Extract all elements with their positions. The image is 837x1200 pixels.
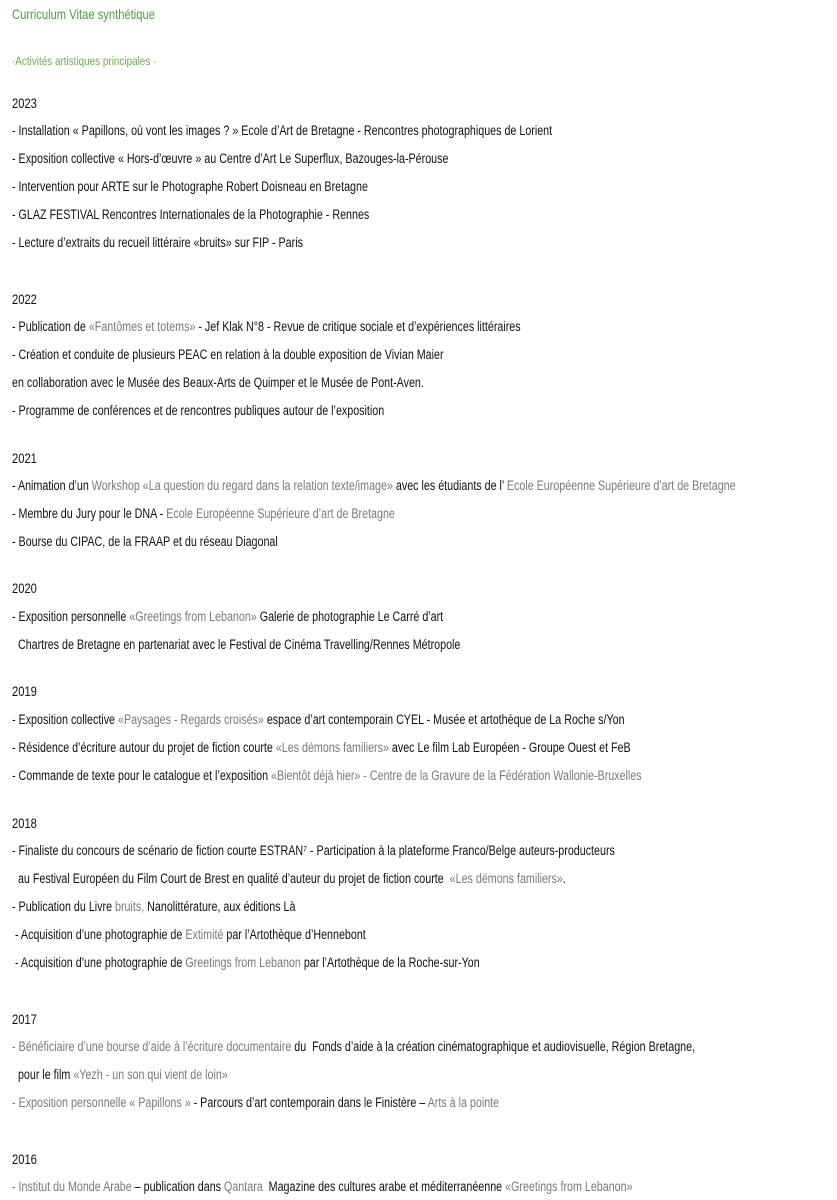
entry-2019-commande: - Commande de texte pour le catalogue et l’exposition «Bientôt déjà hier» - Centre de la Gravure de la Fédération Wallonie-Bruxelles	[12, 768, 642, 783]
year-heading-2021: 2021	[12, 450, 37, 466]
link-exposition-papillons[interactable]: - Exposition personnelle « Papillons »	[12, 1095, 191, 1110]
year-heading-2019: 2019	[12, 683, 37, 699]
entry-2018-extimite: - Acquisition d’une photographie de Extimité par l’Artothèque d’Hennebont	[12, 927, 366, 942]
entry-2023-arte: - Intervention pour ARTE sur le Photographe Robert Doisneau en Bretagne	[12, 179, 368, 194]
entry-2021-workshop: - Animation d’un Workshop «La question du regard dans la relation texte/image» avec les étudiants de l’ Ecole Européenne Supérieure d’art de Bretagne	[12, 478, 736, 493]
page-title: Curriculum Vitae synthétique	[12, 6, 155, 22]
entry-2023-installation: - Installation « Papillons, où vont les images ? » Ecole d’Art de Bretagne - Rencontres photographiques de Lorient	[12, 123, 553, 138]
year-heading-2017: 2017	[12, 1011, 37, 1027]
link-greetings-from-lebanon[interactable]: «Greetings from Lebanon»	[129, 609, 257, 624]
entry-2019-exposition: - Exposition collective «Paysages - Regards croisés» espace d’art contemporain CYEL - Musée et artothèque de La Roche s/Yon	[12, 712, 625, 727]
year-heading-2020: 2020	[12, 580, 37, 596]
entry-2022-peac: - Création et conduite de plusieurs PEAC en relation à la double exposition de Vivian Maier	[12, 347, 444, 362]
link-les-demons-familiers[interactable]: «Les démons familiers»	[275, 740, 389, 755]
link-yezh[interactable]: «Yezh - un son qui vient de loin»	[73, 1067, 228, 1082]
entry-2023-glaz: - GLAZ FESTIVAL Rencontres Internationales de la Photographie - Rennes	[12, 207, 370, 222]
entry-2017-exposition: - Exposition personnelle « Papillons » - Parcours d’art contemporain dans le Finistère – Arts à la pointe	[12, 1095, 500, 1110]
link-greetings-from-lebanon-2018[interactable]: Greetings from Lebanon	[185, 955, 301, 970]
link-extimite[interactable]: Extimité	[185, 927, 224, 942]
entry-2022-programme: - Programme de conférences et de rencontres publiques autour de l’exposition	[12, 403, 385, 418]
link-eesab[interactable]: Ecole Européenne Supérieure d’art de Bretagne	[506, 478, 736, 493]
entry-2018-festival: au Festival Européen du Film Court de Brest en qualité d’auteur du projet de fiction courte «Les démons familiers».	[12, 871, 566, 886]
year-heading-2016: 2016	[12, 1151, 37, 1167]
link-bruits[interactable]: bruits,	[115, 899, 145, 914]
link-qantara[interactable]: Qantara	[224, 1179, 263, 1194]
entry-2018-estran: - Finaliste du concours de scénario de fiction courte ESTRAN⁷ - Participation à la plateforme Franco/Belge auteurs-producteurs	[12, 843, 615, 858]
year-heading-2022: 2022	[12, 291, 37, 307]
link-paysages-regards-croises[interactable]: «Paysages - Regards croisés»	[117, 712, 264, 727]
link-eesab-jury[interactable]: Ecole Européenne Supérieure d’art de Bretagne	[166, 506, 395, 521]
entry-2021-bourse: - Bourse du CIPAC, de la FRAAP et du réseau Diagonal	[12, 534, 278, 549]
entry-2020-exposition: - Exposition personnelle «Greetings from Lebanon» Galerie de photographie Le Carré d’art	[12, 609, 444, 624]
entry-2018-livre: - Publication du Livre bruits, Nanolittérature, aux éditions Là	[12, 899, 296, 914]
entry-2023-exposition: - Exposition collective « Hors-d’œuvre » au Centre d’Art Le Superflux, Bazouges-la-Pérouse	[12, 151, 449, 166]
link-workshop[interactable]: Workshop «La question du regard dans la relation texte/image»	[91, 478, 393, 493]
entry-2020-exposition-cont: Chartres de Bretagne en partenariat avec le Festival de Cinéma Travelling/Rennes Métropole	[12, 637, 461, 652]
section-subtitle: ·Activités artistiques principales ·	[12, 54, 157, 68]
link-les-demons-familiers-2018[interactable]: «Les démons familiers»	[449, 871, 563, 886]
link-bourse-ecriture-documentaire[interactable]: - Bénéficiaire d’une bourse d’aide à l’écriture documentaire	[12, 1039, 292, 1054]
entry-2016-ima: - Institut du Monde Arabe – publication dans Qantara Magazine des cultures arabe et méditerranéenne «Greetings from Lebanon»	[12, 1179, 633, 1194]
link-bientot-deja-hier[interactable]: «Bientôt déjà hier» - Centre de la Gravure de la Fédération Wallonie-Bruxelles	[271, 768, 642, 783]
entry-2019-residence: - Résidence d’écriture autour du projet de fiction courte «Les démons familiers» avec Le film Lab Européen - Groupe Ouest et FeB	[12, 740, 631, 755]
link-fantomes-et-totems[interactable]: «Fantômes et totems»	[88, 319, 196, 334]
link-institut-du-monde-arabe[interactable]: - Institut du Monde Arabe	[12, 1179, 132, 1194]
entry-2021-jury: - Membre du Jury pour le DNA - Ecole Européenne Supérieure d’art de Bretagne	[12, 506, 395, 521]
link-greetings-from-lebanon-2016[interactable]: «Greetings from Lebanon»	[505, 1179, 633, 1194]
entry-2022-publication: - Publication de «Fantômes et totems» - Jef Klak N°8 - Revue de critique sociale et d’expériences littéraires	[12, 319, 521, 334]
entry-2018-greetings: - Acquisition d’une photographie de Greetings from Lebanon par l’Artothèque de la Roche-sur-Yon	[12, 955, 480, 970]
entry-2023-fip: - Lecture d’extraits du recueil littéraire «bruits» sur FIP - Paris	[12, 235, 303, 250]
year-heading-2023: 2023	[12, 95, 37, 111]
entry-2017-bourse: - Bénéficiaire d’une bourse d’aide à l’écriture documentaire du Fonds d’aide à la création cinématographique et audiovisuelle, Région Bretagne,	[12, 1039, 696, 1054]
year-heading-2018: 2018	[12, 815, 37, 831]
entry-2017-film: pour le film «Yezh - un son qui vient de loin»	[12, 1067, 228, 1082]
entry-2022-peac-cont: en collaboration avec le Musée des Beaux-Arts de Quimper et le Musée de Pont-Aven.	[12, 375, 424, 390]
link-arts-a-la-pointe[interactable]: Arts à la pointe	[427, 1095, 500, 1110]
